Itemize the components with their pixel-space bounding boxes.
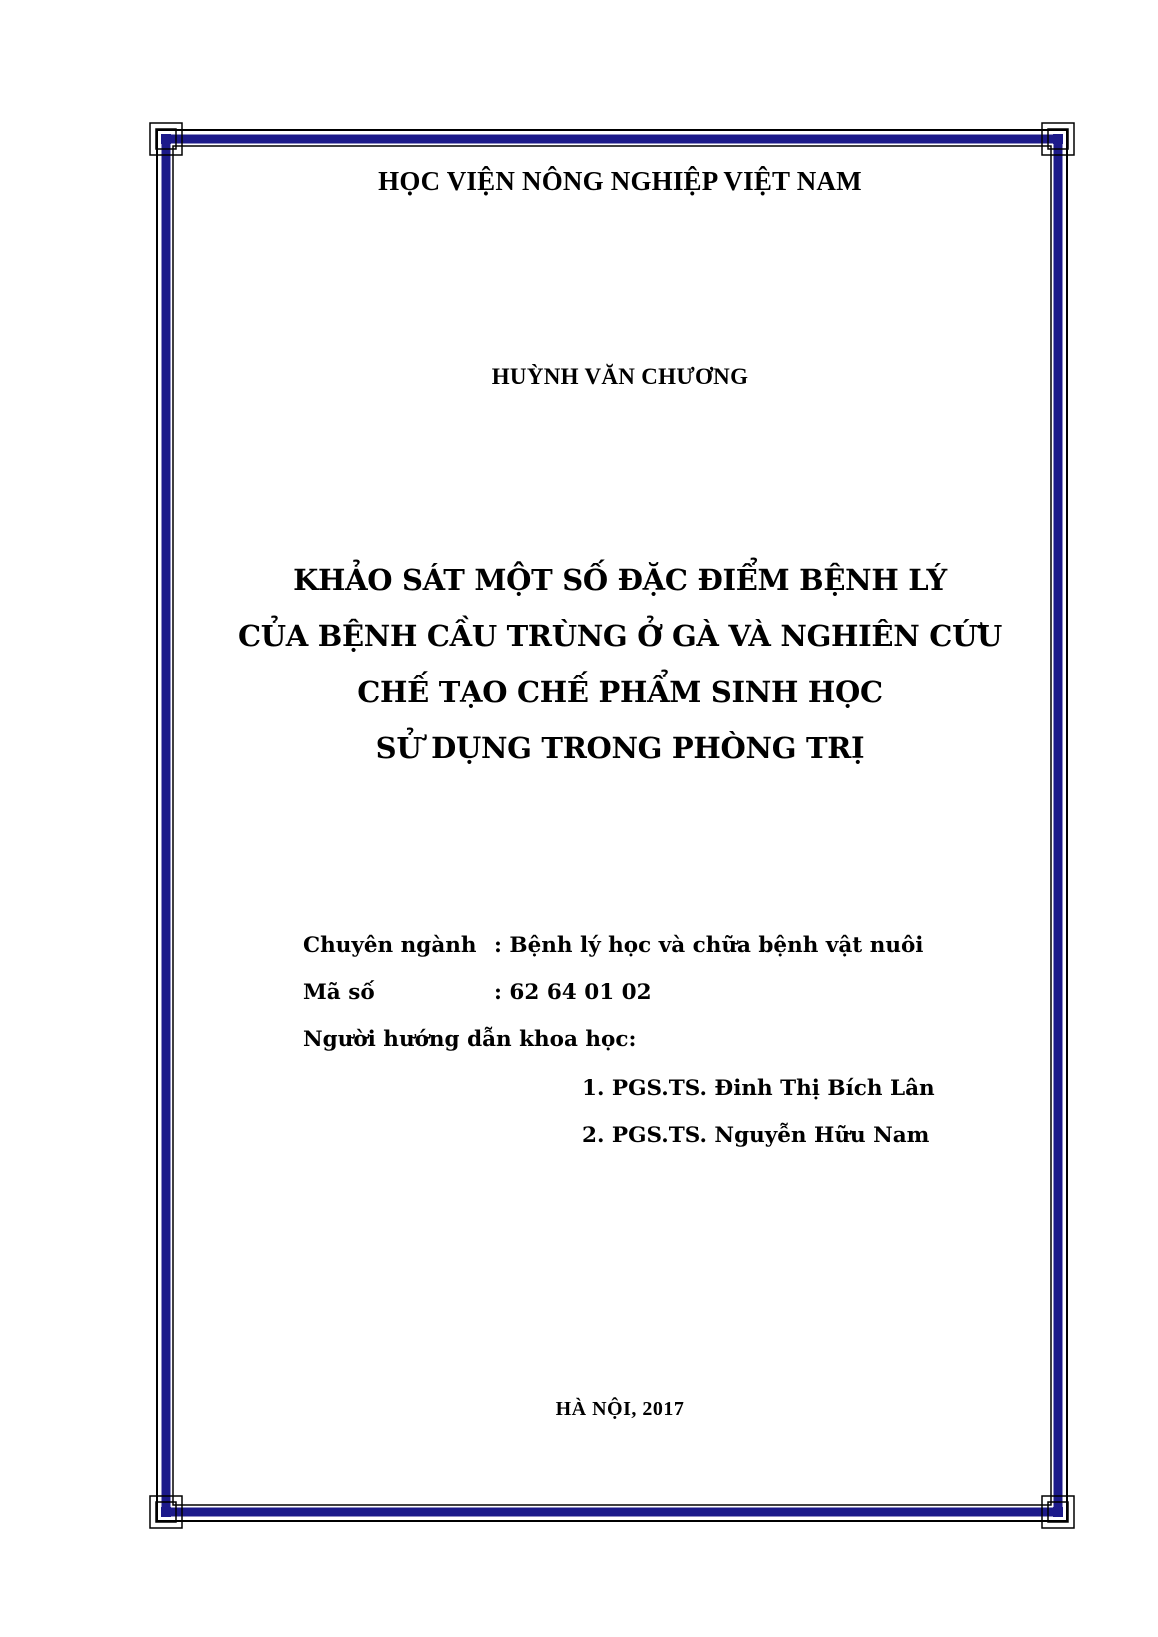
title-line-2: CỦA BỆNH CẦU TRÙNG Ở GÀ VÀ NGHIÊN CỨU [238,619,1002,653]
title-line-4: SỬ DỤNG TRONG PHÒNG TRỊ [375,731,865,765]
supervisor-2: 2. PGS.TS. Nguyễn Hữu Nam [582,1123,930,1148]
specialty-value: : Bệnh lý học và chữa bệnh vật nuôi [494,933,924,958]
code-label: Mã số [303,980,375,1005]
author-name: HUỲNH VĂN CHƯƠNG [491,364,749,389]
place-and-year: HÀ NỘI, 2017 [555,1398,685,1420]
title-line-3: CHẾ TẠO CHẾ PHẨM SINH HỌC [357,675,883,709]
supervisors-label: Người hướng dẫn khoa học: [303,1027,637,1052]
code-value: : 62 64 01 02 [494,980,652,1005]
supervisor-1: 1. PGS.TS. Đinh Thị Bích Lân [582,1076,935,1101]
thesis-title [190,552,1050,776]
title-line-1: KHẢO SÁT MỘT SỐ ĐẶC ĐIỂM BỆNH LÝ [293,563,947,597]
specialty-label: Chuyên ngành [303,933,477,958]
institution-name: HỌC VIỆN NÔNG NGHIỆP VIỆT NAM [378,166,862,196]
